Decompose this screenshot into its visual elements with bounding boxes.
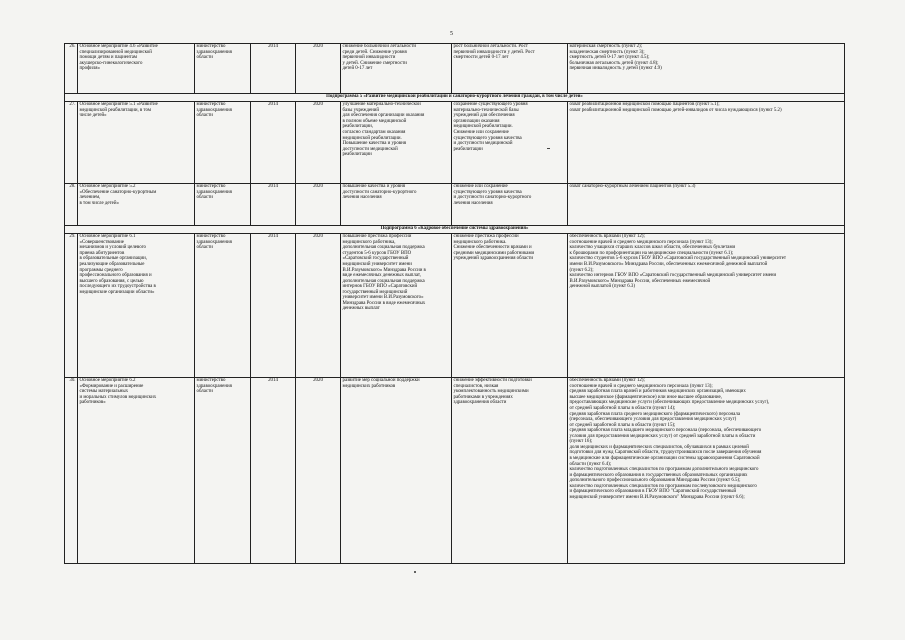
page-number: 5	[450, 31, 453, 37]
cell-line: области	[196, 195, 213, 201]
cell-line: здравоохранения	[196, 383, 232, 389]
end-year-cell: 2020	[296, 44, 341, 94]
cell-line: организации оказания	[453, 118, 500, 124]
executor-cell	[195, 378, 251, 564]
cell-line: количество подготовленных специалистов по программам послевузовского медицинского	[569, 483, 757, 489]
cell-line: медицинской реабилитации, в том	[79, 107, 151, 113]
cell-line: Основное мероприятие 4.6 «Развитие	[79, 44, 158, 50]
cell-line: соотношение врачей и среднего медицинского персонала (пункт 13);	[569, 239, 713, 245]
cell-line: здравоохранения	[196, 107, 232, 113]
cell-line: специалистов, низкая	[453, 383, 499, 389]
cell-line: первичной инвалидности у детей. Рост	[453, 49, 535, 55]
cell-line: материально-технической базы	[453, 107, 519, 113]
subprogram-header-row	[65, 226, 845, 234]
cell-line: условия для предоставления медицинских услуг) от средней заработной платы в области	[569, 433, 756, 439]
cell-line: здравоохранения	[196, 239, 232, 245]
cell-line: медицинский университет имени В.И.Разумовского" Минздрава России (пункт 6.6);	[569, 494, 745, 500]
cell-line: области (пункт 6.4);	[569, 461, 612, 467]
non-implementation-consequence-cell	[452, 234, 568, 378]
cell-line: смертности детей 0-17 лет	[453, 55, 509, 61]
cell-line: лечения населения	[342, 195, 382, 201]
executor-cell	[195, 184, 251, 226]
table-row	[65, 234, 845, 378]
start-year-cell: 2014	[251, 378, 296, 564]
cell-line: обеспеченность врачами (пункт 12);	[569, 234, 645, 240]
cell-line: лечением,	[79, 195, 101, 201]
cell-line: подготовки для нужд Саратовской области, трудоустроившихся после завершения обучения	[569, 450, 762, 456]
cell-line: В.И.Разумовского» Минздрава России в	[342, 267, 426, 273]
end-year-cell: 2020	[296, 184, 341, 226]
cell-line: реабилитации,	[342, 124, 373, 130]
cell-line: государственный медицинский	[342, 289, 408, 295]
expected-result-cell	[341, 184, 452, 226]
cell-line: снижение эффективности подготовки	[453, 378, 532, 384]
cell-line: учреждений здравоохранения области	[453, 256, 534, 262]
cell-line: развитие мер социальной поддержки	[342, 378, 420, 384]
cell-line: охват реабилитационной медицинской помощью пациентов (пункт 5.1);	[569, 102, 720, 108]
cell-line: согласно стандартам оказания	[342, 130, 406, 136]
cell-line: первичной инвалидности	[342, 55, 396, 61]
subprogram-title: Подпрограмма 5 «Развитие медицинской реабилитации и санаторно-курортного лечения граждан, в том числе детей»	[65, 94, 845, 102]
cell-line: улучшение материально-технической	[342, 102, 421, 108]
cell-line: в образовательные организации,	[79, 256, 147, 262]
cell-line: дополнительная социальная поддержка	[342, 278, 425, 284]
cell-line: учреждений для обеспечения	[453, 113, 515, 119]
cell-line: здравоохранения	[196, 189, 232, 195]
cell-line: для обеспечения организации оказания	[342, 113, 425, 119]
cell-line: снижение больничной летальности	[342, 44, 416, 50]
cell-line: базы учреждений	[342, 107, 380, 113]
cell-line: работниками в учреждениях	[453, 394, 513, 400]
cell-line: реабилитации	[453, 146, 483, 152]
cell-line: в медицинские или фармацевтические организации системы здравоохранения Саратовской	[569, 455, 760, 461]
cell-line: Основное мероприятие 5.1 «Развитие	[79, 102, 158, 108]
cell-line: Снижение или сохранение	[453, 130, 509, 136]
cell-line: высшего образования, с целью	[79, 278, 144, 284]
cell-line: первичная инвалидность у детей (пункт 4.9)	[569, 66, 662, 72]
cell-line: у детей. Снижение смертности	[342, 60, 407, 66]
cell-line: и доступности санаторно-курортного	[453, 195, 532, 201]
cell-line: дополнительная социальная поддержка	[342, 245, 425, 251]
start-year-cell: 2014	[251, 234, 296, 378]
executor-cell	[195, 234, 251, 378]
cell-line: механизмов и условий целевого	[79, 245, 146, 251]
cell-line: Минздрава России в виде ежемесячных	[342, 300, 426, 306]
cell-line: доля медицинских и фармацевтических специалистов, обучавшихся в рамках целевой	[569, 444, 749, 450]
cell-line: В.И.Разумовского» Минздрава России, обеспеченных ежемесячной	[569, 278, 711, 284]
activity-name-cell	[78, 234, 195, 378]
cell-line: количество учащихся старших классов школ области, обеспеченных буклетами	[569, 245, 736, 251]
expected-result-cell	[341, 102, 452, 184]
executor-cell	[195, 44, 251, 94]
cell-line: реализующие образовательные	[79, 262, 145, 268]
table-row	[65, 44, 845, 94]
related-indicators-cell	[568, 234, 845, 378]
cell-line: Снижение обеспеченности врачами и	[453, 245, 532, 251]
cell-line: специализированной медицинской	[79, 49, 152, 55]
cell-line: и доступности медицинской	[453, 141, 513, 147]
cell-line: «Обеспечение санаторно-курортным	[79, 189, 157, 195]
cell-line: предоставляющих медицинские услуги (обеспечивающих предоставление медицинских услуг),	[569, 400, 770, 406]
cell-line: высшее медицинское (фармацевтическое) или иное высшее образование,	[569, 394, 722, 400]
cell-line: медицинские организации области»	[79, 289, 155, 295]
cell-line: количество студентов 5-6 курсов ГБОУ ВПО «Саратовский государственный медицинский университет	[569, 256, 787, 262]
end-year-cell: 2020	[296, 234, 341, 378]
activity-name-cell	[78, 184, 195, 226]
expected-result-cell	[341, 378, 452, 564]
cell-line: Основное мероприятие 5.2	[79, 184, 136, 190]
end-year-cell: 2020	[296, 378, 341, 564]
cell-line: реабилитации	[342, 152, 372, 158]
cell-line: области	[196, 113, 213, 119]
cell-line: министерство	[196, 234, 226, 240]
start-year-cell: 2014	[251, 44, 296, 94]
cell-line: министерство	[196, 102, 226, 108]
cell-line: «Саратовский государственный	[342, 256, 409, 262]
non-implementation-consequence-cell	[452, 44, 568, 94]
cell-line: медицинских работников	[342, 383, 396, 389]
cell-line: «Совершенствование	[79, 239, 124, 245]
scan-speck	[414, 571, 416, 573]
executor-cell	[195, 102, 251, 184]
related-indicators-cell	[568, 184, 845, 226]
program-activities-table	[64, 43, 845, 564]
non-implementation-consequence-cell	[452, 378, 568, 564]
cell-line: к брошюрами по профориентации на медицинские специальности (пункт 6.1);	[569, 250, 734, 256]
cell-line: области	[196, 245, 213, 251]
cell-line: (пункт 6.2);	[569, 267, 594, 273]
cell-line: профиля»	[79, 66, 100, 72]
subprogram-title: Подпрограмма 6 «Кадровое обеспечение системы здравоохранения»	[65, 226, 845, 234]
cell-line: снижение престижа профессии	[453, 234, 519, 240]
row-number-cell: 26.	[65, 44, 78, 94]
related-indicators-cell	[568, 102, 845, 184]
row-number-cell: 29.	[65, 234, 78, 378]
cell-line: материнская смертность (пункт 2);	[569, 44, 643, 50]
cell-line: министерство	[196, 184, 226, 190]
cell-line: от средней заработной платы в области (пункт 15);	[569, 422, 676, 428]
cell-line: повышение престижа профессии	[342, 234, 412, 240]
expected-result-cell	[341, 234, 452, 378]
cell-line: Основное мероприятие 6.1	[79, 234, 136, 240]
cell-line: министерство	[196, 378, 226, 384]
table-row	[65, 102, 845, 184]
cell-line: имени В.И.Разумовского» Минздрава России, обеспеченных ежемесячной денежной выплатой	[569, 262, 768, 268]
cell-line: области	[196, 55, 213, 61]
cell-line: снижение или сохранение	[453, 184, 508, 190]
row-number-cell: 27.	[65, 102, 78, 184]
cell-line: существующего уровня качества	[453, 135, 522, 141]
start-year-cell: 2014	[251, 102, 296, 184]
related-indicators-cell	[568, 378, 845, 564]
cell-line: и моральных стимулов медицинских	[79, 394, 157, 400]
cell-line: министерство	[196, 44, 226, 50]
cell-line: количество интернов ГБОУ ВПО «Саратовский государственный медицинский университет имени	[569, 273, 777, 279]
cell-line: денежных выплат	[342, 306, 380, 312]
cell-line: дополнительного профессионального образования Минздрава России (пункт 6.5);	[569, 478, 741, 484]
cell-line: младенческая смертность (пункт 3);	[569, 49, 645, 55]
cell-line: количество подготовленных специалистов по программам дополнительного медицинского	[569, 467, 759, 473]
cell-line: средняя заработная плата врачей и работников медицинских организаций, имеющих	[569, 389, 746, 395]
cell-line: среди детей. Снижение уровня	[342, 49, 407, 55]
cell-line: виде ежемесячных денежных выплат,	[342, 273, 421, 279]
cell-line: «Формирование и расширение	[79, 383, 144, 389]
cell-line: медицинской реабилитации.	[453, 124, 513, 130]
cell-line: соотношение врачей и среднего медицинского персонала (пункт 13);	[569, 383, 713, 389]
cell-line: приема абитуриентов	[79, 250, 125, 256]
cell-line: области	[196, 389, 213, 395]
cell-line: медицинский университет имени	[342, 262, 412, 268]
cell-line: последующего их трудоустройства в	[79, 284, 156, 290]
cell-line: средними медицинскими работниками	[453, 250, 535, 256]
cell-line: работников»	[79, 400, 106, 406]
row-number-cell: 30.	[65, 378, 78, 564]
cell-line: программы среднего	[79, 267, 123, 273]
related-indicators-cell	[568, 44, 845, 94]
cell-line: Повышение качества и уровня	[342, 141, 406, 147]
cell-line: укомплектованность медицинскими	[453, 389, 529, 395]
cell-line: в том числе детей»	[79, 200, 119, 206]
subprogram-header-row	[65, 94, 845, 102]
cell-line: обеспеченность врачами (пункт 12);	[569, 378, 645, 384]
cell-line: акушерско-гинекологического	[79, 60, 143, 66]
row-number-cell: 28.	[65, 184, 78, 226]
cell-line: медицинского работника.	[453, 239, 507, 245]
cell-line: интернов ГБОУ ВПО «Саратовский	[342, 284, 418, 290]
cell-line: медицинского работника,	[342, 239, 396, 245]
cell-line: и фармацевтического образования в государственных образовательных организациях	[569, 472, 748, 478]
cell-line: (пункт 16);	[569, 439, 593, 445]
cell-line: детей 0-17 лет	[342, 66, 373, 72]
cell-line: лечения населения	[453, 200, 493, 206]
table-row	[65, 378, 845, 564]
cell-line: профессионального образования и	[79, 273, 152, 279]
cell-line: повышение качества и уровня	[342, 184, 406, 190]
cell-line: сохранение существующего уровня	[453, 102, 528, 108]
cell-line: денежной выплатой (пункт 6.3)	[569, 284, 636, 290]
table-row	[65, 184, 845, 226]
cell-line: в полном объеме медицинской	[342, 118, 407, 124]
cell-line: средняя заработная плата младшего медицинского персонала (персонала, обеспечивающего	[569, 428, 762, 434]
cell-line: университет имени В.И.Разумовского»	[342, 295, 424, 301]
cell-line: числе детей»	[79, 113, 107, 119]
cell-line: больничная летальность детей (пункт 4.8);	[569, 60, 659, 66]
cell-line: медицинской реабилитации.	[342, 135, 402, 141]
cell-line: студентов 5-6 курсов ГБОУ ВПО	[342, 250, 412, 256]
start-year-cell: 2014	[251, 184, 296, 226]
cell-line: здравоохранения	[196, 49, 232, 55]
activity-name-cell	[78, 378, 195, 564]
cell-line: охват реабилитационной медицинской помощью детей-инвалидов от числа нуждающихся (пункт 5.2)	[569, 107, 782, 113]
cell-line: рост больничной летальности. Рост	[453, 44, 528, 50]
non-implementation-consequence-cell	[452, 102, 568, 184]
cell-line: охват санаторно-курортным лечением пациентов (пункт 5.3)	[569, 184, 696, 190]
expected-result-cell	[341, 44, 452, 94]
cell-line: от средней заработной платы в области (пункт 14);	[569, 406, 676, 412]
cell-line: существующего уровня качества	[453, 189, 522, 195]
activity-name-cell	[78, 102, 195, 184]
non-implementation-consequence-cell	[452, 184, 568, 226]
cell-line: помощи детям и пациентам	[79, 55, 138, 61]
table-body	[65, 44, 845, 564]
cell-line: средняя заработная плата среднего медицинского (фармацевтического) персонала	[569, 411, 740, 417]
cell-line: здравоохранения области	[453, 400, 507, 406]
cell-line: смертность детей 0-17 лет (пункт 4.5);	[569, 55, 650, 61]
cell-line: доступности медицинской	[342, 146, 398, 152]
cell-line: доступности санаторно-курортного	[342, 189, 417, 195]
cell-line: Основное мероприятие 6.2	[79, 378, 136, 384]
cell-line: системы материальных	[79, 389, 129, 395]
stray-mark	[547, 148, 550, 149]
end-year-cell: 2020	[296, 102, 341, 184]
activity-name-cell	[78, 44, 195, 94]
cell-line: (персонала, обеспечивающего условия для предоставления медицинских услуг)	[569, 417, 737, 423]
cell-line: и фармацевтического образования в ГБОУ ВПО "Саратовский государственный	[569, 489, 737, 495]
